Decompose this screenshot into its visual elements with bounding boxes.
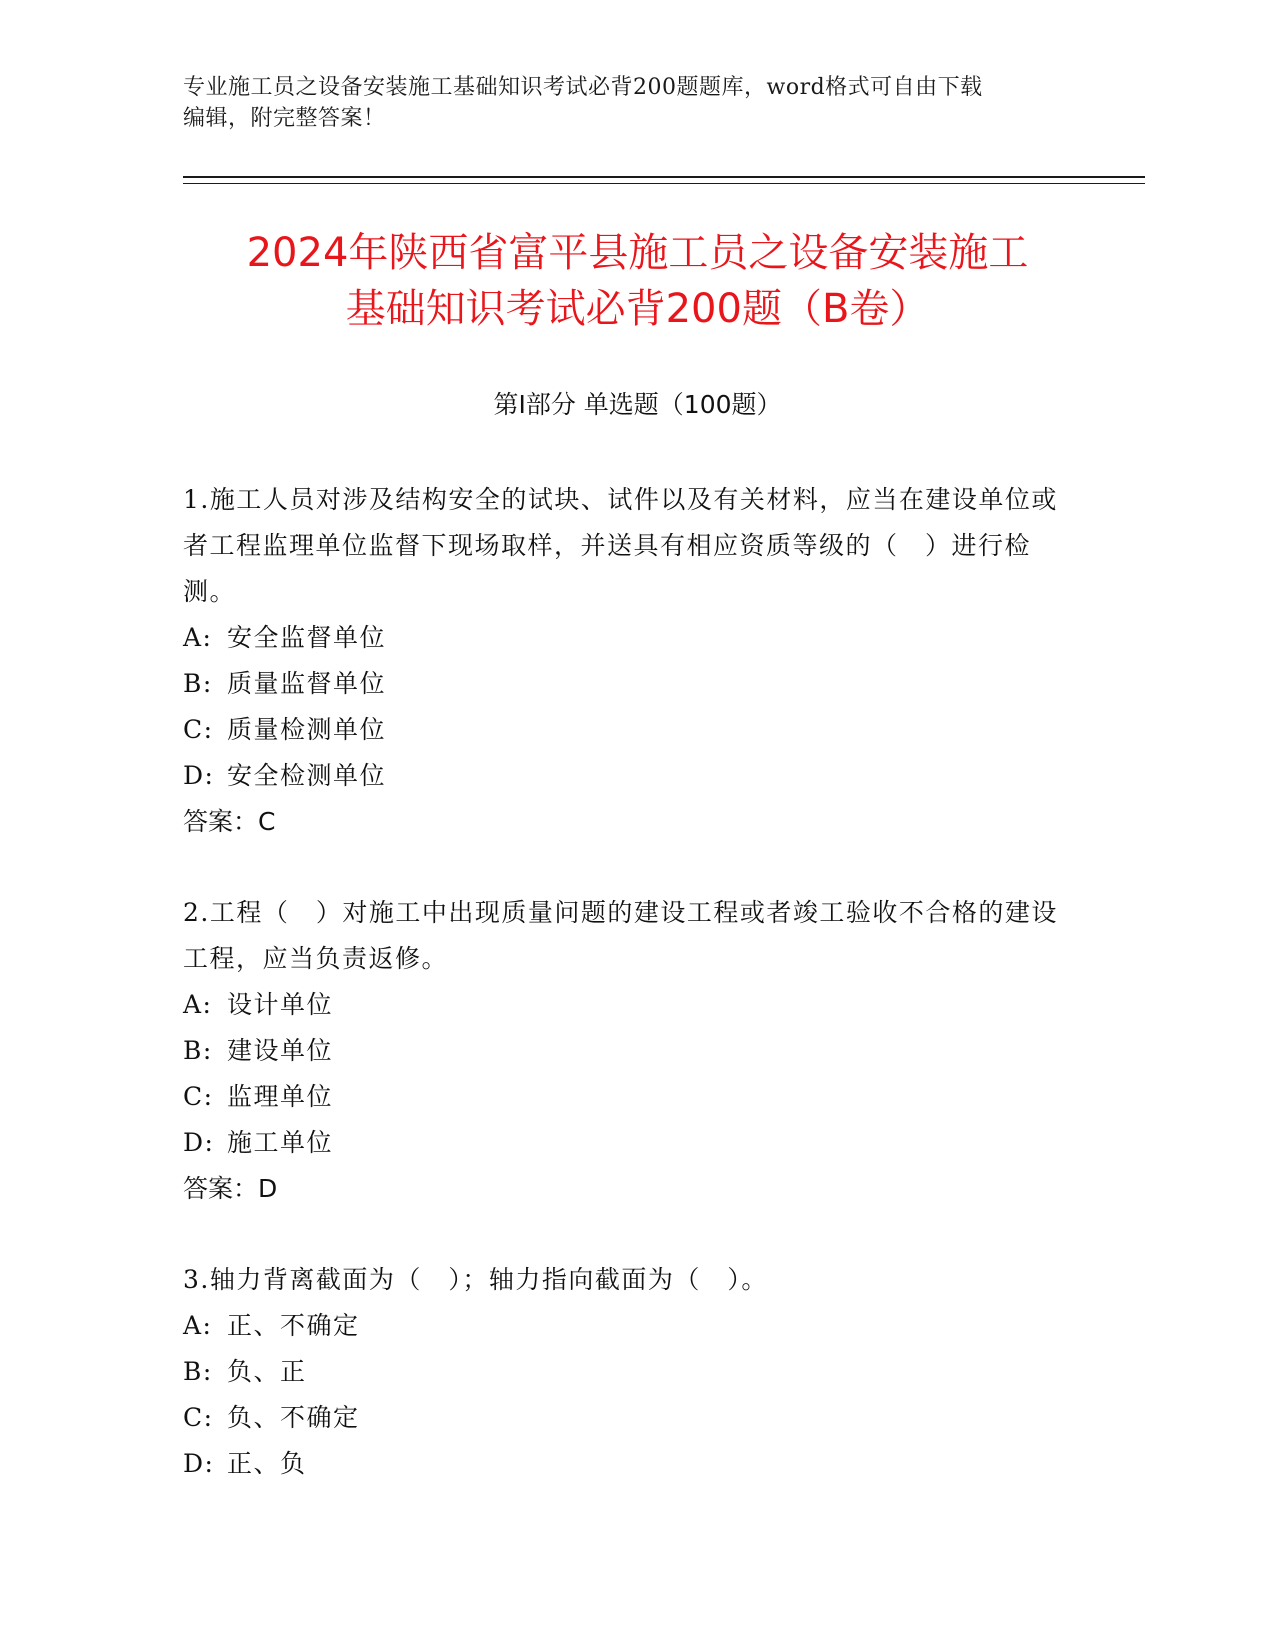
- option-d: [183, 753, 1073, 799]
- option-a: [183, 982, 1073, 1028]
- header-note-line-1: 专业施工员之设备安装施工基础知识考试必背200题题库，word格式可自由下载: [183, 75, 983, 100]
- document-title-line-2: 基础知识考试必背200题（B卷）: [345, 286, 930, 332]
- option-text: 安全检测单位: [227, 761, 387, 790]
- document-title-line-1: 2024年陕西省富平县施工员之设备安装施工: [246, 230, 1029, 276]
- header-divider-thick: [183, 176, 1145, 178]
- question-stem: 1.施工人员对涉及结构安全的试块、试件以及有关材料，应当在建设单位或者工程监理单位监督下现场取样，并送具有相应资质等级的（ ）进行检测。: [183, 485, 1058, 606]
- option-b: [183, 1349, 1073, 1395]
- option-letter: C:: [183, 715, 214, 744]
- option-letter: B:: [183, 1036, 213, 1065]
- question-3: [183, 1257, 1073, 1487]
- option-c: [183, 1074, 1073, 1120]
- option-letter: D:: [183, 761, 215, 790]
- question-1: [183, 477, 1073, 845]
- option-letter: A:: [183, 623, 213, 652]
- option-c: [183, 1395, 1073, 1441]
- document-title: [160, 225, 1115, 337]
- question-list: [183, 477, 1073, 1532]
- option-letter: B:: [183, 669, 213, 698]
- option-text: 安全监督单位: [227, 623, 387, 652]
- option-letter: B:: [183, 1357, 213, 1386]
- option-letter: A:: [183, 990, 213, 1019]
- option-letter: C:: [183, 1082, 214, 1111]
- option-text: 正、不确定: [227, 1311, 360, 1340]
- section-title: 第Ⅰ部分 单选题（100题）: [493, 390, 782, 419]
- option-b: [183, 1028, 1073, 1074]
- option-text: 负、正: [227, 1357, 307, 1386]
- header-note: [183, 72, 1063, 134]
- option-text: 监理单位: [227, 1082, 334, 1111]
- option-text: 质量监督单位: [227, 669, 387, 698]
- option-text: 设计单位: [227, 990, 334, 1019]
- question-stem: 3.轴力背离截面为（ ）；轴力指向截面为（ ）。: [183, 1265, 768, 1294]
- option-text: 正、负: [227, 1449, 307, 1478]
- option-a: [183, 615, 1073, 661]
- option-text: 负、不确定: [227, 1403, 360, 1432]
- option-letter: A:: [183, 1311, 213, 1340]
- question-stem: 2.工程（ ）对施工中出现质量问题的建设工程或者竣工验收不合格的建设工程，应当负责返修。: [183, 898, 1058, 973]
- header-note-line-2: 编辑，附完整答案！: [183, 106, 386, 131]
- option-a: [183, 1303, 1073, 1349]
- option-letter: D:: [183, 1128, 215, 1157]
- option-letter: D:: [183, 1449, 215, 1478]
- question-2: [183, 890, 1073, 1212]
- option-text: 建设单位: [227, 1036, 334, 1065]
- option-text: 施工单位: [227, 1128, 334, 1157]
- answer: 答案：D: [183, 1174, 278, 1203]
- option-text: 质量检测单位: [227, 715, 387, 744]
- option-d: [183, 1441, 1073, 1487]
- answer: 答案：C: [183, 807, 276, 836]
- option-letter: C:: [183, 1403, 214, 1432]
- header-divider-thin: [183, 183, 1145, 184]
- option-b: [183, 661, 1073, 707]
- option-d: [183, 1120, 1073, 1166]
- option-c: [183, 707, 1073, 753]
